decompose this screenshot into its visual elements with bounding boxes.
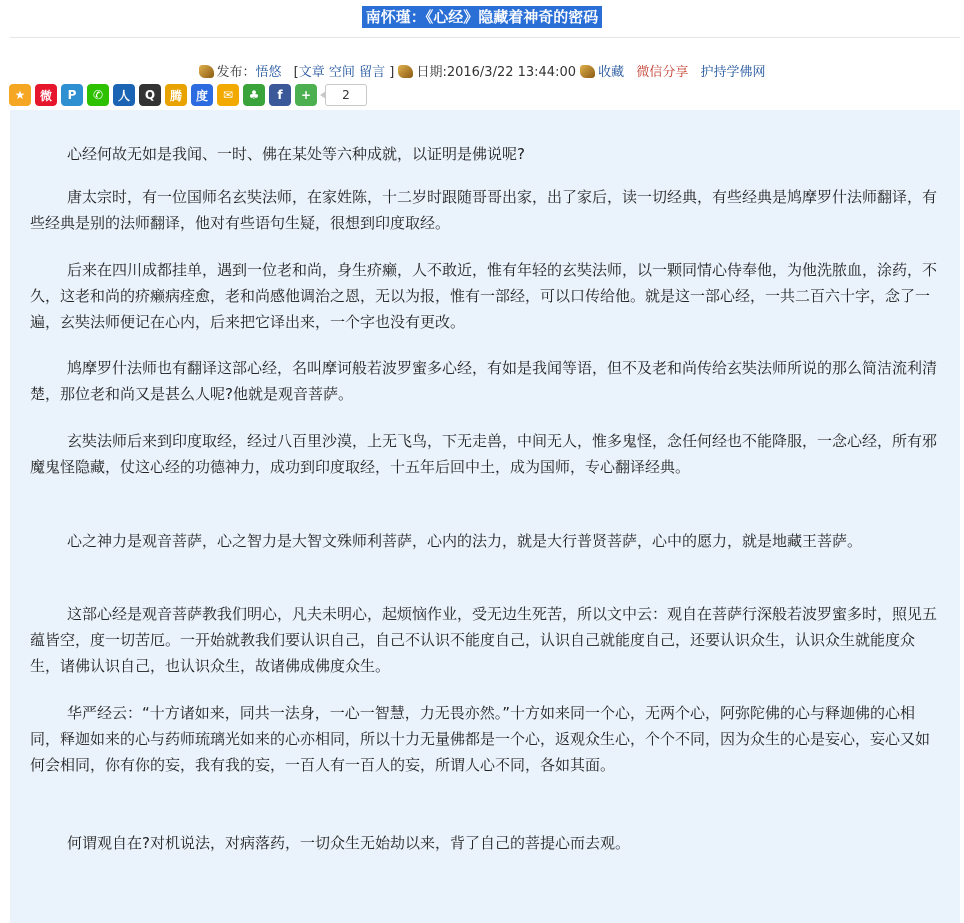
article-meta	[0, 63, 964, 83]
paragraph: 心经何故无如是我闻、一时、佛在某处等六种成就，以证明是佛说呢?	[67, 145, 525, 163]
paragraph: 玄奘法师后来到印度取经，经过八百里沙漠，上无飞鸟，下无走兽，中间无人，惟多鬼怪，念任何经也不能降服，一念心经，所有邪魔鬼怪隐藏，仗这心经的功德神力，成功到印度取经，十五年后回中土，成为国师，专心翻译经典。	[30, 432, 938, 476]
hand-icon	[398, 65, 413, 78]
bracket-open: [	[293, 65, 299, 80]
hand-icon	[580, 65, 595, 78]
publish-date: 2016/3/22 13:44:00	[446, 65, 577, 80]
bracket-close: ]	[389, 65, 395, 80]
article-title: 南怀瑾：《心经》隐藏着神奇的密码	[362, 6, 603, 28]
tqq-icon[interactable]: 腾	[165, 84, 187, 106]
share-count[interactable]: 2	[325, 84, 367, 106]
paragraph: 华严经云：“十方诸如来，同共一法身，一心一智慧，力无畏亦然。”十方如来同一个心，无两个心，阿弥陀佛的心与释迦佛的心相同，释迦如来的心与药师琉璃光如来的心亦相同，所以十力无量佛都是一个心，返观众生心，个个不同，因为众生的心是妄心，妄心又如何会相同，你有你的妄，我有我的妄，一百人有一百人的妄，所谓人心不同，各如其面。	[30, 704, 931, 774]
paragraph: 后来在四川成都挂单，遇到一位老和尚，身生疥癞，人不敢近，惟有年轻的玄奘法师，以一颗同情心侍奉他，为他洗脓血，涂药，不久，这老和尚的疥癞病痊愈，老和尚感他调治之恩，无以为报，惟有一部经，可以口传给他。就是这一部心经，一共二百六十字，念了一遍，玄奘法师便记在心内，后来把它译出来，一个字也没有更改。	[30, 261, 938, 331]
paragraph: 这部心经是观音菩萨教我们明心，凡夫未明心，起烦恼作业，受无边生死苦，所以文中云：观自在菩萨行深般若波罗蜜多时，照见五蕴皆空，度一切苦厄。一开始就教我们要认识自己，自己不认识不能度自己，认识自己就能度自己，还要认识众生，认识众生就能度众生，诸佛认识自己，也认识众生，故诸佛成佛度众生。	[30, 605, 938, 675]
space-link[interactable]: 空间	[328, 65, 355, 80]
facebook-icon[interactable]: f	[269, 84, 291, 106]
article-body	[10, 110, 960, 923]
divider	[10, 37, 960, 38]
qq-icon[interactable]: Q	[139, 84, 161, 106]
paragraph: 鸠摩罗什法师也有翻译这部心经，名叫摩诃般若波罗蜜多心经，有如是我闻等语，但不及老和尚传给玄奘法师所说的那么简洁流利清楚，那位老和尚又是甚么人呢?他就是观音菩萨。	[30, 359, 938, 403]
favorite-link[interactable]: 收藏	[598, 65, 625, 80]
support-link[interactable]: 护持学佛网	[700, 65, 766, 80]
baidu-icon[interactable]: 度	[191, 84, 213, 106]
pengyou-icon[interactable]: P	[61, 84, 83, 106]
share-bar	[9, 82, 367, 108]
hand-icon	[199, 65, 214, 78]
comment-link[interactable]: 留言	[359, 65, 386, 80]
mail-icon[interactable]: ✉	[217, 84, 239, 106]
wechat-icon[interactable]: ✆	[87, 84, 109, 106]
title-bar	[0, 6, 964, 28]
qzone-icon[interactable]: ★	[9, 84, 31, 106]
paragraph: 唐太宗时，有一位国师名玄奘法师，在家姓陈，十二岁时跟随哥哥出家，出了家后，读一切经典，有些经典是鸠摩罗什法师翻译，有些经典是别的法师翻译，他对有些语句生疑，很想到印度取经。	[30, 188, 938, 232]
date-label: 日期:	[416, 65, 447, 80]
publisher-label: 发布：	[216, 65, 256, 80]
renren-icon[interactable]: 人	[113, 84, 135, 106]
more-icon[interactable]: +	[295, 84, 317, 106]
article-link[interactable]: 文章	[298, 65, 325, 80]
clover-icon[interactable]: ♣	[243, 84, 265, 106]
wechat-share-link[interactable]: 微信分享	[636, 65, 689, 80]
publisher-link[interactable]: 悟悠	[255, 65, 282, 80]
paragraph: 何谓观自在?对机说法，对病落药，一切众生无始劫以来，背了自己的菩提心而去观。	[67, 834, 630, 852]
paragraph: 心之神力是观音菩萨，心之智力是大智文殊师利菩萨，心内的法力，就是大行普贤菩萨，心中的愿力，就是地藏王菩萨。	[67, 532, 863, 550]
weibo-icon[interactable]: 微	[35, 84, 57, 106]
